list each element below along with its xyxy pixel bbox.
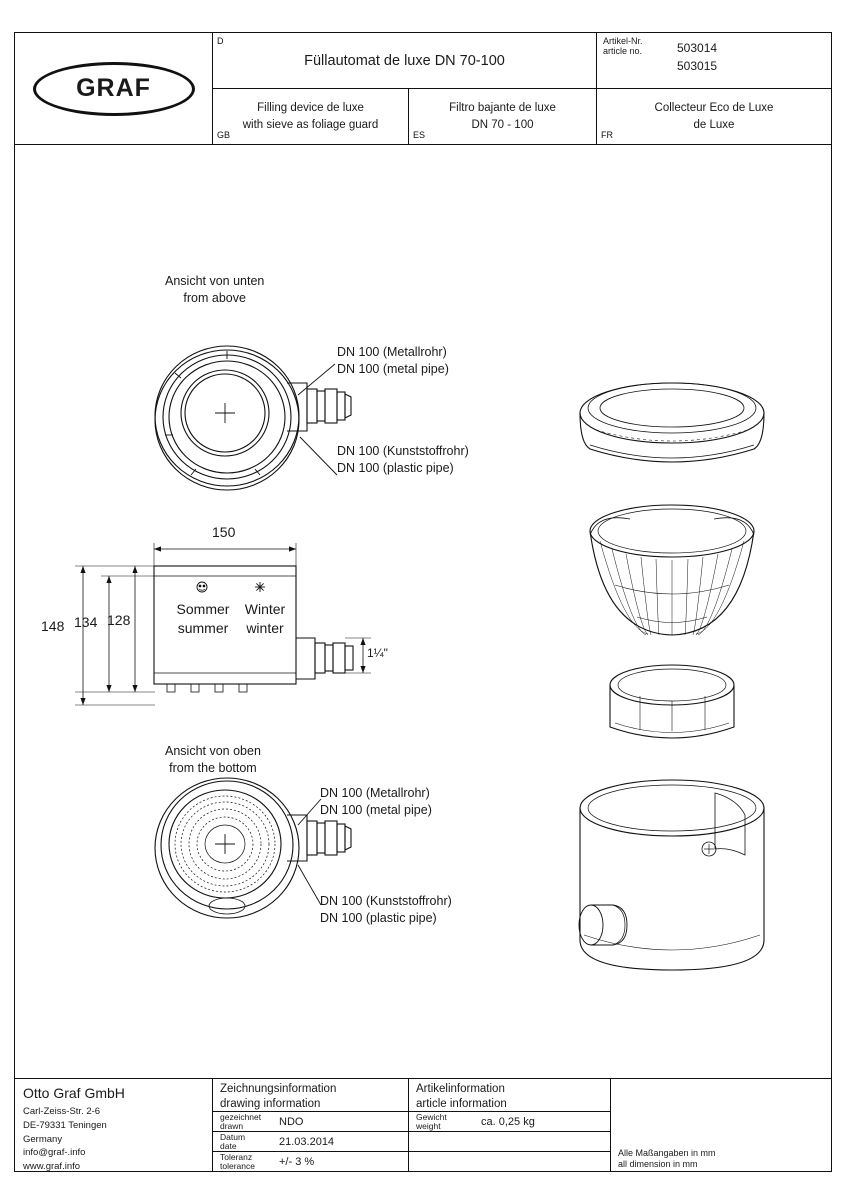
brand-logo xyxy=(15,33,213,145)
tolerance-label-de: Toleranz xyxy=(220,1152,253,1162)
title-de-cell xyxy=(213,33,597,89)
drawing-information-header xyxy=(213,1079,408,1112)
title-gb-cell xyxy=(213,89,409,145)
view-top-label-en: from above xyxy=(183,290,246,305)
title-gb-line1: Filling device de luxe xyxy=(257,102,364,115)
view-bottom-label-de: Ansicht von oben xyxy=(165,744,261,758)
company-info xyxy=(15,1079,213,1172)
weight-row xyxy=(409,1112,610,1132)
dim-outlet-size: 1¼" xyxy=(367,646,388,660)
lang-tag-fr: FR xyxy=(601,129,613,140)
drawing-info-de: Zeichnungsinformation xyxy=(220,1083,337,1095)
measurement-note-de: Alle Maßangaben in mm xyxy=(618,1147,716,1158)
company-country: Germany xyxy=(23,1133,63,1145)
lang-tag-gb: GB xyxy=(217,129,231,140)
weight-label-de: Gewicht xyxy=(416,1112,447,1122)
dim-height-134: 134 xyxy=(74,614,98,630)
tolerance-row xyxy=(213,1152,408,1172)
callout-metal-en: DN 100 (metal pipe) xyxy=(337,361,449,376)
drawing-information-column xyxy=(213,1079,409,1172)
article-information-column xyxy=(409,1079,611,1172)
company-name: Otto Graf GmbH xyxy=(23,1085,125,1101)
title-block-header xyxy=(15,33,831,145)
graf-logo-oval xyxy=(33,62,195,116)
title-de: Füllautomat de luxe DN 70-100 xyxy=(304,52,505,69)
lang-tag-de: D xyxy=(217,36,224,46)
callout-plastic-bottom-en: DN 100 (plastic pipe) xyxy=(320,910,437,925)
callout-metal-bottom-de: DN 100 (Metallrohr) xyxy=(320,786,430,800)
drawing-vectors xyxy=(15,145,833,1080)
view-top-label xyxy=(165,273,264,307)
article-number-cell xyxy=(597,33,831,89)
dim-width-150: 150 xyxy=(212,524,236,540)
drawn-label-de: gezeichnet xyxy=(220,1112,262,1122)
title-es-cell xyxy=(409,89,597,145)
switch-summer-en: summer xyxy=(177,619,229,636)
article-blank-row-1 xyxy=(409,1132,610,1152)
article-info-de: Artikelinformation xyxy=(416,1083,505,1095)
drawn-value: NDO xyxy=(279,1116,304,1128)
article-label-de: Artikel-Nr. xyxy=(603,36,643,46)
callout-metal-bottom xyxy=(320,785,432,819)
title-es-line2: DN 70 - 100 xyxy=(471,119,534,131)
article-blank-row-2 xyxy=(409,1152,610,1172)
drawing-sheet xyxy=(14,32,832,1172)
tolerance-value: +/- 3 % xyxy=(279,1156,315,1168)
drawing-info-en: drawing information xyxy=(220,1097,321,1110)
title-es-line1: Filtro bajante de luxe xyxy=(449,102,556,115)
view-top-label-de: Ansicht von unten xyxy=(165,274,265,288)
switch-winter-de: Winter xyxy=(244,601,286,617)
article-information-header xyxy=(409,1079,610,1112)
measurement-note xyxy=(611,1148,831,1171)
title-fr-line1: Collecteur Eco de Luxe xyxy=(654,102,774,115)
view-bottom-label xyxy=(165,743,261,777)
date-row xyxy=(213,1132,408,1152)
company-email[interactable]: info@graf-.info xyxy=(23,1147,86,1159)
company-website[interactable]: www.graf.info xyxy=(23,1161,81,1173)
drawn-row xyxy=(213,1112,408,1132)
date-label-de: Datum xyxy=(220,1132,246,1142)
callout-plastic-de: DN 100 (Kunststoffrohr) xyxy=(337,444,469,458)
technical-drawing-area xyxy=(15,145,831,1080)
title-fr-cell xyxy=(597,89,831,145)
drawn-label-en: drawn xyxy=(220,1121,244,1132)
article-label-en: article no. xyxy=(603,46,643,57)
exploded-view-graphic xyxy=(579,383,764,970)
date-label-en: date xyxy=(220,1141,237,1152)
notes-column xyxy=(611,1079,831,1172)
date-value: 21.03.2014 xyxy=(279,1136,335,1148)
article-no-1: 503014 xyxy=(677,41,718,55)
dim-height-128: 128 xyxy=(107,612,131,628)
weight-label-en: weight xyxy=(416,1121,441,1132)
switch-summer-de: Sommer xyxy=(176,601,230,617)
callout-plastic-bottom xyxy=(320,893,452,927)
title-gb-line2: with sieve as foliage guard xyxy=(242,119,379,131)
measurement-note-en: all dimension in mm xyxy=(618,1158,698,1169)
switch-winter xyxy=(221,600,309,638)
callout-metal-de: DN 100 (Metallrohr) xyxy=(337,345,447,359)
dim-height-148: 148 xyxy=(41,618,65,634)
switch-winter-en: winter xyxy=(246,619,284,636)
weight-value: ca. 0,25 kg xyxy=(481,1116,535,1128)
callout-metal-top xyxy=(337,344,449,378)
logo-text: GRAF xyxy=(76,73,151,102)
company-city: DE-79331 Teningen xyxy=(23,1119,107,1131)
callout-plastic-top xyxy=(337,443,469,477)
company-street: Carl-Zeiss-Str. 2-6 xyxy=(23,1106,101,1117)
callout-plastic-en: DN 100 (plastic pipe) xyxy=(337,460,454,475)
top-view-graphic xyxy=(155,346,351,490)
article-no-2: 503015 xyxy=(677,59,718,73)
lang-tag-es: ES xyxy=(413,129,426,140)
tolerance-label-en: tolerance xyxy=(220,1161,255,1172)
title-fr-line2: de Luxe xyxy=(693,119,735,131)
article-info-en: article information xyxy=(416,1097,507,1110)
title-block-footer xyxy=(15,1078,831,1171)
callout-metal-bottom-en: DN 100 (metal pipe) xyxy=(320,802,432,817)
callout-plastic-bottom-de: DN 100 (Kunststoffrohr) xyxy=(320,894,452,908)
view-bottom-label-en: from the bottom xyxy=(169,760,257,775)
